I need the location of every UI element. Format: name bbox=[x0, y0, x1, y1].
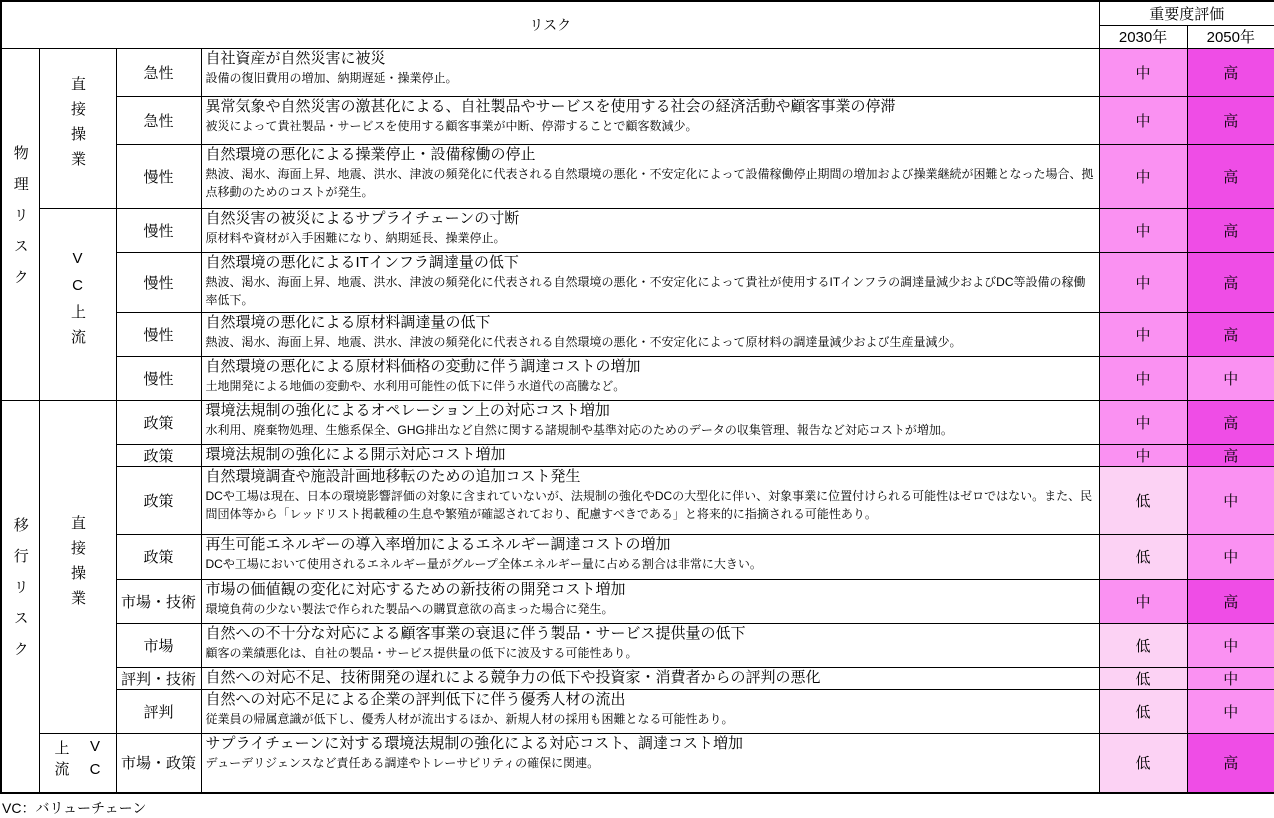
table-row bbox=[1, 144, 1274, 208]
risk-type-cell: 市場・技術 bbox=[116, 579, 201, 623]
risk-title: 自然環境の悪化による操業停止・設備稼働の停止 bbox=[205, 145, 536, 163]
risk-subtitle: デューデリジェンスなど責任ある調達やトレーサビリティの確保に関連。 bbox=[205, 755, 600, 770]
risk-description-cell bbox=[201, 667, 1099, 689]
risk-title: 自社資産が自然災害に被災 bbox=[205, 49, 386, 67]
table-row bbox=[1, 48, 1274, 96]
group-direct-operations-label: 直接操業 bbox=[69, 76, 86, 176]
risk-description-cell bbox=[201, 400, 1099, 444]
risk-header-cell: リスク bbox=[1, 1, 1099, 48]
group-vc-upstream-cell bbox=[39, 208, 116, 400]
rating-2030-cell: 低 bbox=[1099, 623, 1187, 667]
risk-description-cell bbox=[201, 144, 1099, 208]
rating-2050-cell: 中 bbox=[1187, 689, 1274, 733]
rating-2050-cell: 中 bbox=[1187, 667, 1274, 689]
risk-description-cell bbox=[201, 444, 1099, 466]
risk-title: 自然への不十分な対応による顧客事業の衰退に伴う製品・サービス提供量の低下 bbox=[205, 624, 746, 642]
rating-2030-cell: 中 bbox=[1099, 48, 1187, 96]
rating-2050-cell: 高 bbox=[1187, 96, 1274, 144]
risk-subtitle: 水利用、廃棄物処理、生態系保全、GHG排出など自然に関する諸規制や基準対応のためのデータの収集管理、報告など対応コストが増加。 bbox=[205, 422, 953, 437]
rating-2030-cell: 中 bbox=[1099, 208, 1187, 252]
risk-subtitle: 熱波、渇水、海面上昇、地震、洪水、津波の頻発化に代表される自然環境の悪化・不安定化によって設備稼働停止期間の増加および操業継続が困難となった場合、拠点移動のためのコストが発生。 bbox=[205, 166, 1094, 199]
risk-subtitle: 顧客の業績悪化は、自社の製品・サービス提供量の低下に波及する可能性あり。 bbox=[205, 645, 638, 660]
group-physical-risk-label: 物理リスク bbox=[11, 144, 29, 300]
rating-2030-cell: 中 bbox=[1099, 96, 1187, 144]
risk-type-cell: 市場 bbox=[116, 623, 201, 667]
risk-description-cell bbox=[201, 733, 1099, 793]
risk-description-cell bbox=[201, 96, 1099, 144]
risk-title: 自然への対応不足、技術開発の遅れによる競争力の低下や投資家・消費者からの評判の悪化 bbox=[205, 668, 821, 686]
risk-description-cell bbox=[201, 252, 1099, 312]
risk-type-cell: 評判 bbox=[116, 689, 201, 733]
group-direct-operations-cell bbox=[39, 48, 116, 208]
risk-type-cell: 慢性 bbox=[116, 312, 201, 356]
risk-subtitle: DCや工場は現在、日本の環境影響評価の対象に含まれていないが、法規制の強化やDCの大型化に伴い、対象事業に位置付けられる可能性はゼロではない。また、民間団体等から「レッドリスト掲載種の生息や繁殖が確認されており、配慮すべきである」と将来的に指摘される可能性あり。 bbox=[205, 488, 1093, 521]
table-row bbox=[1, 689, 1274, 733]
rating-2050-cell: 中 bbox=[1187, 623, 1274, 667]
table-row bbox=[1, 444, 1274, 466]
group-direct-operations-label: 直接操業 bbox=[69, 514, 86, 615]
rating-2050-cell: 中 bbox=[1187, 356, 1274, 400]
risk-subtitle: 土地開発による地価の変動や、水利用可能性の低下に伴う水道代の高騰など。 bbox=[205, 378, 626, 393]
risk-description-cell bbox=[201, 356, 1099, 400]
risk-type-cell: 政策 bbox=[116, 534, 201, 579]
group-vc-upstream-label: VC上流 bbox=[69, 250, 86, 354]
table-row bbox=[1, 623, 1274, 667]
rating-2050-cell: 中 bbox=[1187, 466, 1274, 534]
risk-type-cell: 慢性 bbox=[116, 208, 201, 252]
table-row bbox=[1, 208, 1274, 252]
table-row bbox=[1, 252, 1274, 312]
risk-title: 市場の価値観の変化に対応するための新技術の開発コスト増加 bbox=[205, 580, 626, 598]
risk-title: 自然環境調査や施設計画地移転のための追加コスト発生 bbox=[205, 467, 581, 485]
table-row bbox=[1, 534, 1274, 579]
table-row bbox=[1, 579, 1274, 623]
rating-2050-cell: 高 bbox=[1187, 579, 1274, 623]
risk-type-cell: 政策 bbox=[116, 466, 201, 534]
rating-2030-cell: 中 bbox=[1099, 444, 1187, 466]
risk-subtitle: 熱波、渇水、海面上昇、地震、洪水、津波の頻発化に代表される自然環境の悪化・不安定化によって原材料の調達量減少および生産量減少。 bbox=[205, 334, 962, 349]
risk-type-cell: 慢性 bbox=[116, 356, 201, 400]
table-row bbox=[1, 96, 1274, 144]
rating-2030-cell: 中 bbox=[1099, 144, 1187, 208]
risk-type-cell: 市場・政策 bbox=[116, 733, 201, 793]
risk-subtitle: 従業員の帰属意識が低下し、優秀人材が流出するほか、新規人材の採用も困難となる可能性あり。 bbox=[205, 711, 734, 726]
risk-type-cell: 政策 bbox=[116, 444, 201, 466]
risk-title: 異常気象や自然災害の激甚化による、自社製品やサービスを使用する社会の経済活動や顧客事業の停滞 bbox=[205, 97, 896, 115]
table-row bbox=[1, 400, 1274, 444]
rating-2030-cell: 中 bbox=[1099, 312, 1187, 356]
table-row bbox=[1, 733, 1274, 793]
rating-2030-cell: 中 bbox=[1099, 400, 1187, 444]
rating-2050-cell: 高 bbox=[1187, 733, 1274, 793]
risk-subtitle: 熱波、渇水、海面上昇、地震、洪水、津波の頻発化に代表される自然環境の悪化・不安定化によって貴社が使用するITインフラの調達量減少およびDC等設備の稼働率低下。 bbox=[205, 274, 1086, 307]
risk-description-cell bbox=[201, 534, 1099, 579]
rating-2050-cell: 高 bbox=[1187, 208, 1274, 252]
table-row bbox=[1, 312, 1274, 356]
risk-description-cell bbox=[201, 579, 1099, 623]
risk-type-cell: 政策 bbox=[116, 400, 201, 444]
risk-title: 自然環境の悪化によるITインフラ調達量の低下 bbox=[205, 253, 519, 271]
risk-title: サプライチェーンに対する環境法規制の強化による対応コスト、調達コスト増加 bbox=[205, 734, 743, 752]
group-transition-risk-cell bbox=[1, 400, 39, 793]
rating-2030-cell: 中 bbox=[1099, 579, 1187, 623]
group-physical-risk-cell bbox=[1, 48, 39, 400]
risk-subtitle: DCや工場において使用されるエネルギー量がグループ全体エネルギー量に占める割合は非常に大きい。 bbox=[205, 556, 762, 571]
risk-title: 自然への対応不足による企業の評判低下に伴う優秀人材の流出 bbox=[205, 690, 626, 708]
rating-2030-cell: 中 bbox=[1099, 356, 1187, 400]
rating-2030-cell: 中 bbox=[1099, 252, 1187, 312]
rating-2050-cell: 中 bbox=[1187, 534, 1274, 579]
year-2030-header-cell: 2030年 bbox=[1099, 25, 1187, 48]
risk-description-cell bbox=[201, 48, 1099, 96]
risk-subtitle: 設備の復旧費用の増加、納期遅延・操業停止。 bbox=[205, 70, 458, 85]
group-vc-upstream-cell bbox=[39, 733, 116, 793]
risk-type-cell: 急性 bbox=[116, 48, 201, 96]
rating-2050-cell: 高 bbox=[1187, 312, 1274, 356]
risk-description-cell bbox=[201, 689, 1099, 733]
vc-footnote: VC：バリューチェーン bbox=[2, 799, 147, 816]
risk-title: 再生可能エネルギーの導入率増加によるエネルギー調達コストの増加 bbox=[205, 535, 671, 553]
risk-description-cell bbox=[201, 312, 1099, 356]
rating-2030-cell: 低 bbox=[1099, 534, 1187, 579]
group-direct-operations-cell bbox=[39, 400, 116, 733]
rating-2050-cell: 高 bbox=[1187, 444, 1274, 466]
risk-type-cell: 慢性 bbox=[116, 144, 201, 208]
risk-title: 自然環境の悪化による原材料調達量の低下 bbox=[205, 313, 491, 331]
risk-description-cell bbox=[201, 208, 1099, 252]
risk-title: 自然災害の被災によるサプライチェーンの寸断 bbox=[205, 209, 520, 227]
group-transition-risk-label: 移行リスク bbox=[11, 516, 29, 672]
risk-title: 自然環境の悪化による原材料価格の変動に伴う調達コストの増加 bbox=[205, 357, 641, 375]
rating-2030-cell: 低 bbox=[1099, 466, 1187, 534]
risk-subtitle: 被災によって貴社製品・サービスを使用する顧客事業が中断、停滞することで顧客数減少。 bbox=[205, 118, 698, 133]
table-row bbox=[1, 356, 1274, 400]
rating-2030-cell: 低 bbox=[1099, 667, 1187, 689]
rating-2030-cell: 低 bbox=[1099, 733, 1187, 793]
table-row bbox=[1, 667, 1274, 689]
importance-header-cell: 重要度評価 bbox=[1099, 1, 1274, 25]
table-row bbox=[1, 466, 1274, 534]
risk-type-cell: 評判・技術 bbox=[116, 667, 201, 689]
year-2050-header-cell: 2050年 bbox=[1187, 25, 1274, 48]
risk-description-cell bbox=[201, 466, 1099, 534]
risk-type-cell: 急性 bbox=[116, 96, 201, 144]
group-vc-upstream-label: VC上流 bbox=[52, 737, 104, 784]
risk-type-cell: 慢性 bbox=[116, 252, 201, 312]
rating-2050-cell: 高 bbox=[1187, 144, 1274, 208]
risk-subtitle: 環境負荷の少ない製法で作られた製品への購買意欲の高まった場合に発生。 bbox=[205, 601, 614, 616]
rating-2050-cell: 高 bbox=[1187, 252, 1274, 312]
risk-description-cell bbox=[201, 623, 1099, 667]
rating-2050-cell: 高 bbox=[1187, 48, 1274, 96]
rating-2030-cell: 低 bbox=[1099, 689, 1187, 733]
rating-2050-cell: 高 bbox=[1187, 400, 1274, 444]
risk-title: 環境法規制の強化による開示対応コスト増加 bbox=[205, 445, 506, 463]
risk-subtitle: 原材料や資材が入手困難になり、納期延長、操業停止。 bbox=[205, 230, 506, 245]
risk-title: 環境法規制の強化によるオペレーション上の対応コスト増加 bbox=[205, 401, 610, 419]
